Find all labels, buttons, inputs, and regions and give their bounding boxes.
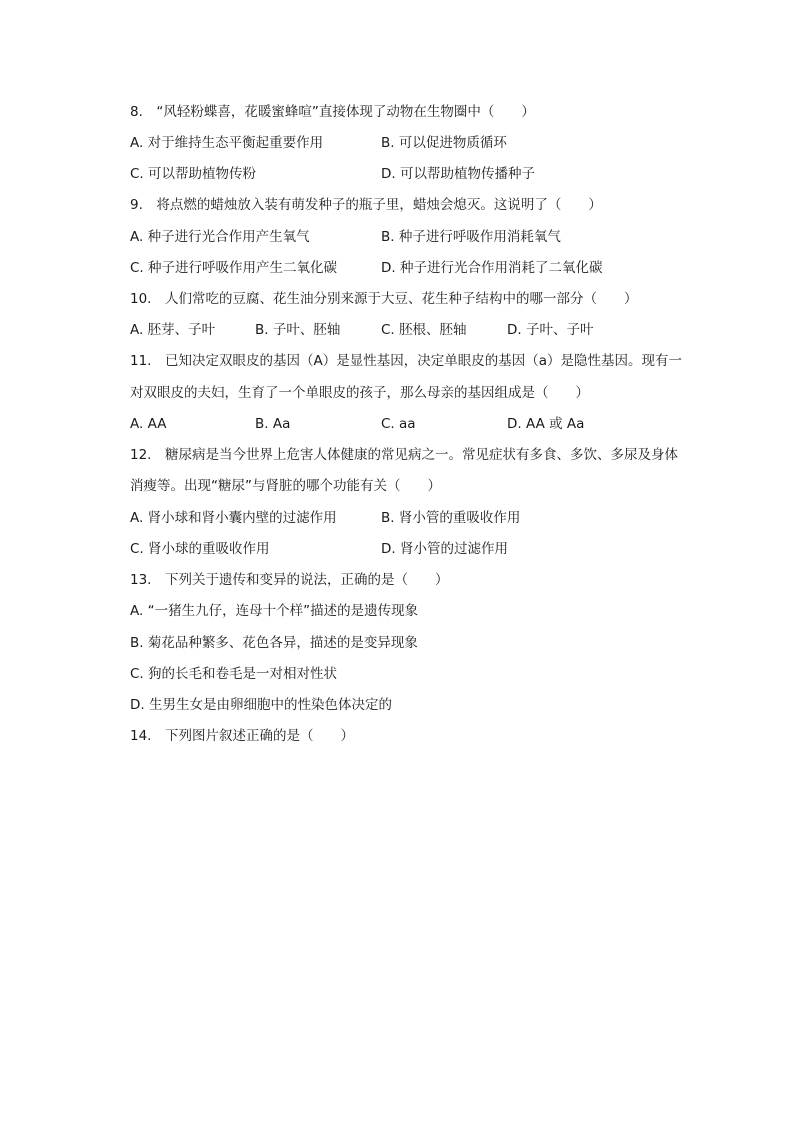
question-13-option-d[interactable]: D. 生男生女是由卵细胞中的性染色体决定的 bbox=[130, 697, 392, 713]
question-11-option-c[interactable]: C. aa bbox=[381, 416, 416, 432]
question-9-option-d[interactable]: D. 种子进行光合作用消耗了二氧化碳 bbox=[381, 260, 603, 276]
question-10-option-a[interactable]: A. 胚芽、子叶 bbox=[130, 322, 216, 338]
question-9-option-b[interactable]: B. 种子进行呼吸作用消耗氧气 bbox=[381, 229, 561, 245]
question-8-option-b[interactable]: B. 可以促进物质循环 bbox=[381, 135, 507, 151]
question-12-option-d[interactable]: D. 肾小管的过滤作用 bbox=[381, 541, 508, 557]
question-11-stem-line-1: 11. 已知决定双眼皮的基因（A）是显性基因，决定单眼皮的基因（a）是隐性基因。现有一 bbox=[130, 353, 682, 369]
question-8-option-a[interactable]: A. 对于维持生态平衡起重要作用 bbox=[130, 135, 324, 151]
question-12-option-b[interactable]: B. 肾小管的重吸收作用 bbox=[381, 510, 521, 526]
question-12-stem-line-2: 消瘦等。出现“糖尿”与肾脏的哪个功能有关（ ） bbox=[130, 478, 441, 494]
question-8-option-c[interactable]: C. 可以帮助植物传粉 bbox=[130, 166, 257, 182]
question-11-option-b[interactable]: B. Aa bbox=[255, 416, 291, 432]
question-12-stem-line-1: 12. 糖尿病是当今世界上危害人体健康的常见病之一。常见症状有多食、多饮、多尿及身体 bbox=[130, 447, 678, 463]
question-12-option-c[interactable]: C. 肾小球的重吸收作用 bbox=[130, 541, 270, 557]
question-9-option-c[interactable]: C. 种子进行呼吸作用产生二氧化碳 bbox=[130, 260, 338, 276]
question-9-option-a[interactable]: A. 种子进行光合作用产生氧气 bbox=[130, 229, 310, 245]
question-10-option-b[interactable]: B. 子叶、胚轴 bbox=[255, 322, 341, 338]
question-8-stem: 8. “风轻粉蝶喜，花暖蜜蜂喧”直接体现了动物在生物圈中（ ） bbox=[130, 104, 535, 120]
question-14-stem: 14. 下列图片叙述正确的是（ ） bbox=[130, 728, 354, 744]
question-10-option-d[interactable]: D. 子叶、子叶 bbox=[507, 322, 594, 338]
question-13-option-c[interactable]: C. 狗的长毛和卷毛是一对相对性状 bbox=[130, 666, 338, 682]
question-9-stem: 9. 将点燃的蜡烛放入装有萌发种子的瓶子里，蜡烛会熄灭。这说明了（ ） bbox=[130, 197, 602, 213]
question-10-stem: 10. 人们常吃的豆腐、花生油分别来源于大豆、花生种子结构中的哪一部分（ ） bbox=[130, 291, 638, 307]
question-12-option-a[interactable]: A. 肾小球和肾小囊内壁的过滤作用 bbox=[130, 510, 337, 526]
question-13-option-b[interactable]: B. 菊花品种繁多、花色各异，描述的是变异现象 bbox=[130, 635, 418, 651]
question-13-stem: 13. 下列关于遗传和变异的说法，正确的是（ ） bbox=[130, 572, 449, 588]
question-11-option-a[interactable]: A. AA bbox=[130, 416, 167, 432]
question-13-option-a[interactable]: A. “一猪生九仔，连母十个样”描述的是遗传现象 bbox=[130, 603, 419, 619]
question-8-option-d[interactable]: D. 可以帮助植物传播种子 bbox=[381, 166, 535, 182]
question-11-stem-line-2: 对双眼皮的夫妇，生育了一个单眼皮的孩子，那么母亲的基因组成是（ ） bbox=[130, 385, 589, 401]
question-11-option-d[interactable]: D. AA 或 Aa bbox=[507, 416, 585, 432]
question-10-option-c[interactable]: C. 胚根、胚轴 bbox=[381, 322, 467, 338]
